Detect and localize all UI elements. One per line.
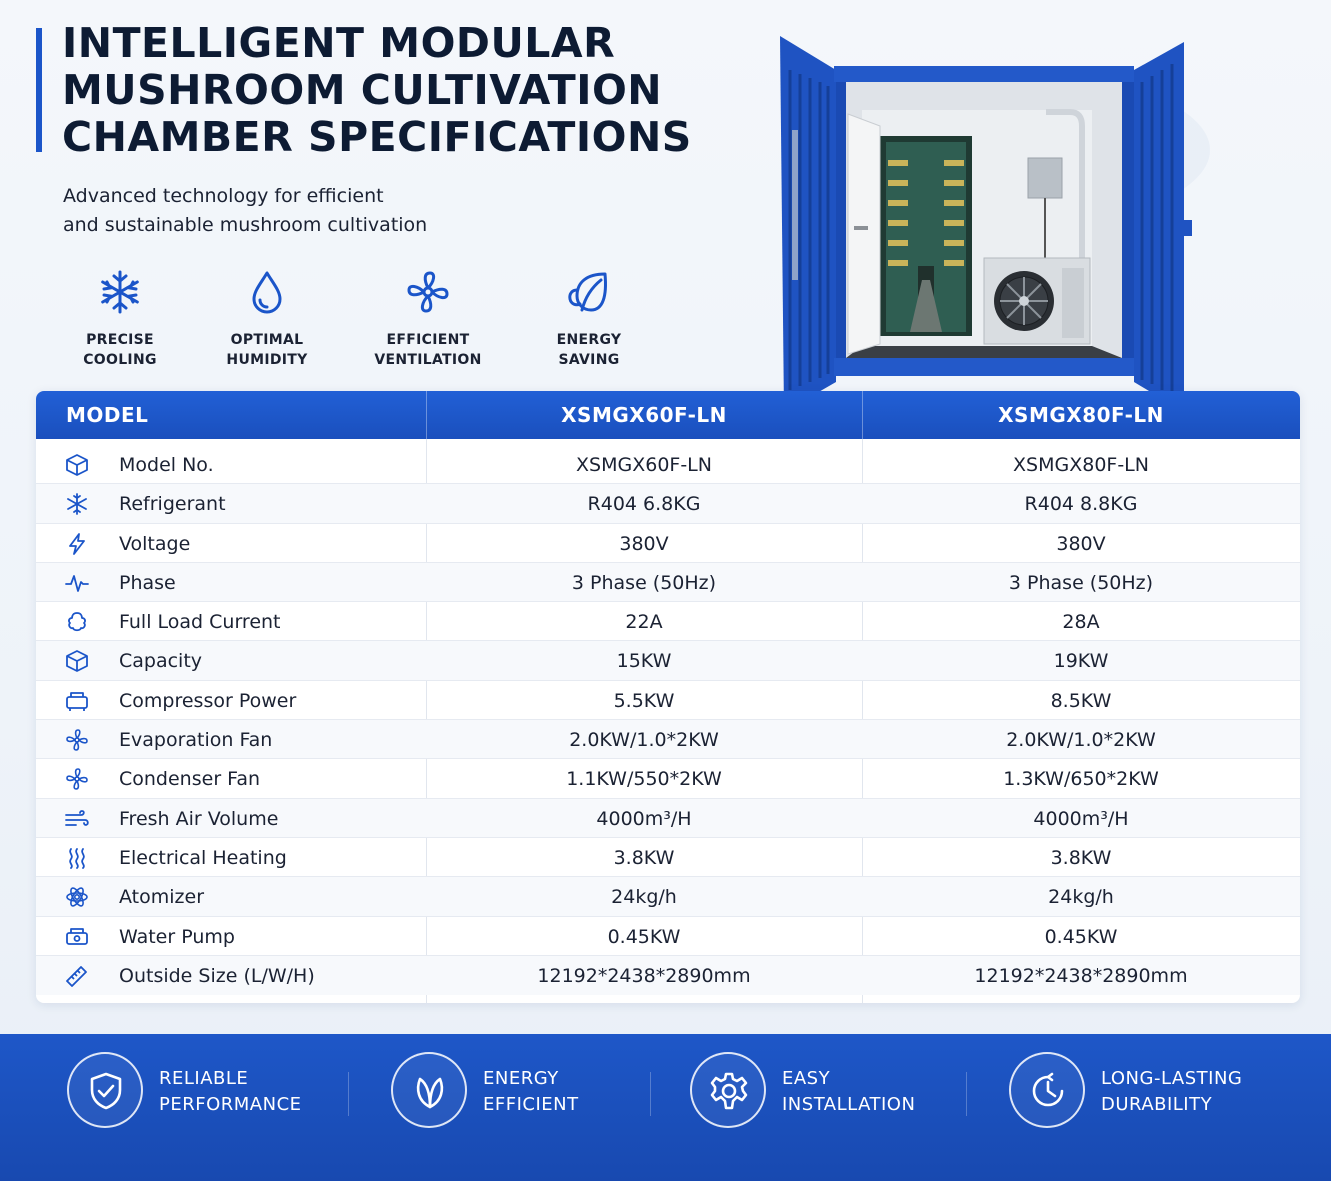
table-row [36, 838, 1300, 877]
header-divider [426, 391, 427, 439]
table-body [36, 445, 1300, 995]
fan-icon [64, 768, 90, 790]
droplet-icon [243, 268, 291, 316]
table-row [36, 759, 1300, 798]
cube-icon [64, 454, 90, 476]
leaf-icon [565, 268, 613, 316]
footer-label: INSTALLATION [782, 1094, 916, 1115]
feature-label: SAVING [558, 352, 620, 368]
feature-label: HUMIDITY [226, 352, 308, 368]
footer-label: RELIABLE [159, 1068, 249, 1089]
spec-value: 4000m³/H [596, 807, 692, 830]
feature-label: OPTIMAL [230, 332, 304, 348]
snowflake-icon [96, 268, 144, 316]
table-header-row [36, 391, 1300, 439]
page-subtitle-line: and sustainable mushroom cultivation [63, 214, 428, 236]
fan-icon [64, 729, 90, 751]
page-title-line: CHAMBER SPECIFICATIONS [62, 113, 692, 161]
spec-value: 24kg/h [611, 886, 677, 909]
footer-icon-circle [391, 1052, 467, 1128]
page-title-line: MUSHROOM CULTIVATION [62, 66, 663, 114]
page-subtitle [63, 182, 523, 240]
spec-label: Capacity [119, 650, 203, 673]
feature-optimal-humidity [197, 268, 337, 370]
spec-value: 1.3KW/650*2KW [1003, 768, 1159, 791]
footer-label: DURABILITY [1101, 1094, 1213, 1115]
table-row [36, 799, 1300, 838]
footer-banner [0, 1034, 1331, 1181]
spec-value: 28A [1062, 611, 1100, 634]
spec-label: Fresh Air Volume [119, 807, 279, 830]
plug-icon [64, 611, 90, 633]
spec-value: XSMGX80F-LN [1013, 454, 1149, 476]
footer-label: ENERGY [483, 1068, 559, 1089]
spec-value: 3.8KW [1050, 846, 1112, 869]
feature-precise-cooling [50, 268, 190, 370]
footer-label: EASY [782, 1068, 831, 1089]
feature-efficient-ventilation [358, 268, 498, 370]
spec-label: Refrigerant [119, 493, 226, 516]
shield-check-icon [86, 1071, 126, 1111]
spec-value: 0.45KW [607, 925, 681, 948]
spec-label: Condenser Fan [119, 768, 261, 791]
leaf-icon [410, 1071, 450, 1111]
spec-label: Evaporation Fan [119, 729, 273, 752]
spec-value: 8.5KW [1050, 689, 1112, 712]
footer-divider [348, 1072, 349, 1116]
pulse-icon [64, 572, 90, 594]
feature-list [50, 268, 690, 378]
spec-value: 2.0KW/1.0*2KW [569, 729, 719, 752]
footer-label: LONG-LASTING [1101, 1068, 1243, 1089]
spec-label: Water Pump [119, 925, 235, 948]
bolt-icon [64, 533, 90, 555]
spec-value: 3 Phase (50Hz) [1008, 571, 1154, 594]
spec-value: 24kg/h [1048, 886, 1114, 909]
gear-icon [709, 1071, 749, 1111]
pump-icon [64, 926, 90, 948]
spec-value: 12192*2438*2890mm [974, 964, 1188, 987]
footer-divider [650, 1072, 651, 1116]
table-header-xsmgx60f: XSMGX60F-LN [561, 403, 727, 427]
feature-label: COOLING [83, 352, 157, 368]
fan-icon [404, 268, 452, 316]
table-header-xsmgx80f: XSMGX80F-LN [998, 403, 1164, 427]
heat-icon [64, 847, 90, 869]
spec-value: 12192*2438*2890mm [537, 964, 751, 987]
compressor-icon [64, 690, 90, 712]
spec-label: Full Load Current [119, 611, 281, 634]
table-row [36, 524, 1300, 563]
spec-value: 380V [619, 532, 669, 555]
spec-value: 3 Phase (50Hz) [571, 571, 717, 594]
spec-label: Electrical Heating [119, 846, 287, 869]
footer-label: PERFORMANCE [159, 1094, 302, 1115]
spec-value: R404 8.8KG [1024, 493, 1138, 516]
cube-icon [64, 650, 90, 672]
snowflake-icon [64, 493, 90, 515]
footer-label: EFFICIENT [483, 1094, 579, 1115]
table-row [36, 602, 1300, 641]
spec-label: Atomizer [119, 886, 204, 909]
title-accent-bar [36, 28, 42, 152]
header-divider [862, 391, 863, 439]
spec-value: 0.45KW [1044, 925, 1118, 948]
page-subtitle-line: Advanced technology for efficient [63, 185, 384, 207]
spec-value: 1.1KW/550*2KW [566, 768, 722, 791]
spec-label: Compressor Power [119, 689, 297, 712]
spec-label: Outside Size (L/W/H) [119, 964, 315, 987]
spec-value: 15KW [616, 650, 672, 673]
spec-value: 5.5KW [613, 689, 675, 712]
atom-icon [64, 886, 90, 908]
spec-label: Voltage [119, 532, 191, 555]
spec-value: XSMGX60F-LN [576, 454, 712, 476]
spec-value: 2.0KW/1.0*2KW [1006, 729, 1156, 752]
table-row [36, 681, 1300, 720]
table-row [36, 956, 1300, 995]
table-row [36, 720, 1300, 759]
feature-label: VENTILATION [374, 352, 482, 368]
feature-label: ENERGY [556, 332, 622, 348]
footer-icon-circle [690, 1052, 766, 1128]
spec-value: 380V [1056, 532, 1106, 555]
container-chamber-image [770, 30, 1210, 420]
footer-icon-circle [67, 1052, 143, 1128]
page-title-line: INTELLIGENT MODULAR [62, 19, 616, 67]
spec-value: 22A [625, 611, 663, 634]
spec-table [36, 391, 1300, 1003]
table-row [36, 484, 1300, 523]
spec-value: 3.8KW [613, 846, 675, 869]
table-row [36, 563, 1300, 602]
page-title [62, 20, 742, 161]
spec-value: R404 6.8KG [587, 493, 701, 516]
spec-label: Model No. [119, 454, 214, 476]
spec-value: 4000m³/H [1033, 807, 1129, 830]
clock-icon [1028, 1071, 1068, 1111]
table-row [36, 877, 1300, 916]
ruler-icon [64, 965, 90, 987]
footer-icon-circle [1009, 1052, 1085, 1128]
table-row [36, 917, 1300, 956]
table-row [36, 445, 1300, 484]
feature-label: EFFICIENT [386, 332, 470, 348]
feature-label: PRECISE [86, 332, 154, 348]
wind-icon [64, 808, 90, 830]
spec-value: 19KW [1053, 650, 1109, 673]
footer-divider [966, 1072, 967, 1116]
spec-label: Phase [119, 571, 176, 594]
table-row [36, 641, 1300, 680]
table-header-model: MODEL [66, 403, 149, 427]
feature-energy-saving [519, 268, 659, 370]
